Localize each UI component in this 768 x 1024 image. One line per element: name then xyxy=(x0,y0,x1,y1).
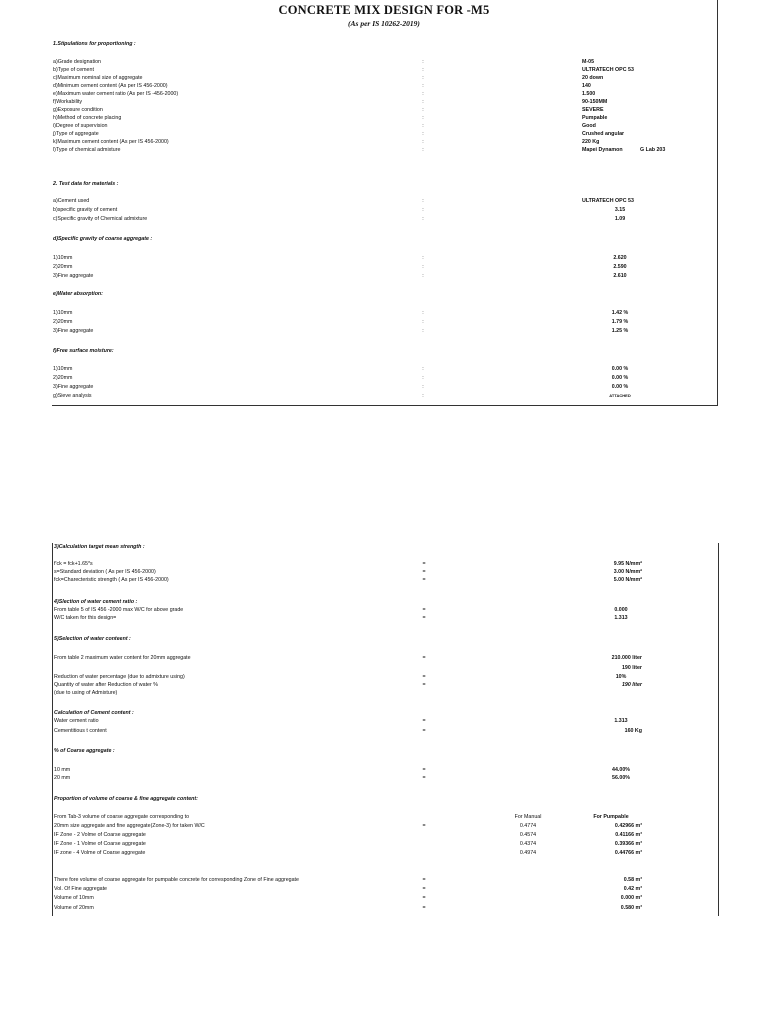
table-row: f'ck = fck+1.65*s = 9.95 N/mm² xyxy=(54,561,642,567)
section-heading-target-strength: 3)Calculation target mean strength : xyxy=(54,544,145,550)
section-heading-free-moisture: f)Free surface moisture: xyxy=(53,348,114,354)
table-row: i)Degree of supervision : Good xyxy=(53,123,596,129)
table-row: 1)10mm : 2.620 xyxy=(53,255,627,261)
table-row: Reduction of water percentage (due to admixture using) = 10% xyxy=(54,674,627,680)
table-row: Vol. Of Fine aggregate = 0.42 m³ xyxy=(54,886,642,892)
table-row: j)Type of aggregate : Crushed angular xyxy=(53,131,625,137)
table-row: b)Type of cement : ULTRATECH OPC 53 xyxy=(53,67,634,73)
table-row: 2)20mm : 2.590 xyxy=(53,264,627,270)
table-row: 2)20mm : 1.79 % xyxy=(53,319,629,325)
section-heading-cement-content: Calculation of Cement content : xyxy=(54,710,134,716)
table-row: W/C taken for this design= = 1.313 xyxy=(54,615,628,621)
section-heading-proportion: Proportion of volume of coarse & fine aggregate content: xyxy=(54,796,198,802)
table-row: g)Sieve analysis : ATTACHED xyxy=(53,393,631,399)
sheet-page-1 xyxy=(52,0,718,406)
table-row: s=Standard deviation ( As per IS 456-2000) = 3.00 N/mm² xyxy=(54,569,642,575)
section-heading-wc-ratio: 4)Slection of water cement ratio : xyxy=(54,599,138,605)
table-row: f)Workability : 90-150MM xyxy=(53,99,608,105)
table-row: IF zone - 4 Volme of Coarse aggregate 0.4974 0.44766 m³ xyxy=(54,850,642,856)
page-subtitle: (As per IS 10262-2019) xyxy=(348,19,420,28)
table-row: e)Maximum water cement ratio (As per IS -456-2000) : 1.500 xyxy=(53,91,596,97)
table-row: Water cement ratio = 1.313 xyxy=(54,718,628,724)
table-row: IF Zone - 2 Volme of Coarse aggregate 0.4574 0.41166 m³ xyxy=(54,832,642,838)
table-row: 1)10mm : 0.00 % xyxy=(53,366,629,372)
table-row: From table 5 of IS 456 -2000 max W/C for above grade = 0.000 xyxy=(54,607,628,613)
table-row: There fore volume of coarse aggregate for pumpable concrete for corresponding Zone of Fine aggregate = 0.58 m³ xyxy=(54,877,642,883)
section-heading-water-content: 5)Selection of water conteent : xyxy=(54,636,131,642)
section-heading-stipulations: 1.Stipulations for proportioning : xyxy=(53,41,136,47)
table-row: IF Zone - 1 Volme of Coarse aggregate 0.4374 0.39366 m³ xyxy=(54,841,642,847)
page-title: CONCRETE MIX DESIGN FOR -M5 xyxy=(278,3,490,17)
table-row: (due to using of Admixture) xyxy=(54,690,118,696)
table-row: c)Maximum nominal size of aggregate : 20 down xyxy=(53,75,604,81)
table-row: b)specific gravity of cement : 3.15 xyxy=(53,207,626,213)
table-row: a)Cement used : ULTRATECH OPC 53 xyxy=(53,198,634,204)
sheet-page-2 xyxy=(52,543,719,916)
table-row: 1)10mm : 1.42 % xyxy=(53,310,629,316)
table-row: Cementitious t content = 160 Kg xyxy=(54,728,642,734)
section-heading-water-absorption: e)Water absorption: xyxy=(53,291,103,297)
table-row: 3)Fine aggregate : 1.25 % xyxy=(53,328,629,334)
table-header-row: For Manual For Pumpable xyxy=(514,814,629,820)
table-row: 3)Fine aggregate : 2.610 xyxy=(53,273,627,279)
table-row: 3)Fine aggregate : 0.00 % xyxy=(53,384,629,390)
table-row: g)Exposure condition : SEVERE xyxy=(53,107,604,113)
table-row: fck=Charecteristic strength ( As per IS 456-2000) = 5.00 N/mm² xyxy=(54,577,642,583)
table-row: Volume of 10mm = 0.000 m³ xyxy=(54,895,642,901)
table-row: 190 liter xyxy=(621,665,642,671)
table-row: From table 2 maximum water content for 20mm aggregate = 210.000 liter xyxy=(54,655,642,661)
section-heading-specific-gravity: d)Specific gravity of coarse aggregate : xyxy=(53,236,153,242)
table-row: 10 mm = 44.00% xyxy=(54,767,630,773)
table-row: From Tab-3 volume of coarse aggregate corresponding to xyxy=(54,814,190,820)
table-row: k)Maximum cement content (As per IS 456-2000) : 220 Kg xyxy=(53,139,600,145)
table-row: d)Minimum cement content (As per IS 456-2000) : 140 xyxy=(53,83,591,89)
table-row: Volume of 20mm = 0.580 m³ xyxy=(54,905,642,911)
section-heading-coarse-pct: % of Coarse aggregate : xyxy=(54,748,115,754)
table-row: c)Specific gravity of Chemical admixture : 1.09 xyxy=(53,216,626,222)
table-row: Quantity of water after Reduction of water % = 190 liter xyxy=(54,682,642,688)
table-row: l)Type of chemical admixture : Mapei Dynamon G Lab 203 xyxy=(53,147,666,153)
table-row: 2)20mm : 0.00 % xyxy=(53,375,629,381)
table-row: 20mm size aggregate and fine aggregate(Zone-3) for taken W/C = 0.4774 0.42966 m³ xyxy=(54,823,642,829)
table-row: 20 mm = 56.00% xyxy=(54,775,630,781)
section-heading-test-data: 2. Test data for materials : xyxy=(53,181,119,187)
table-row: a)Grade designation : M-05 xyxy=(53,59,595,65)
table-row: h)Method of concrete placing : Pumpable xyxy=(53,115,608,121)
